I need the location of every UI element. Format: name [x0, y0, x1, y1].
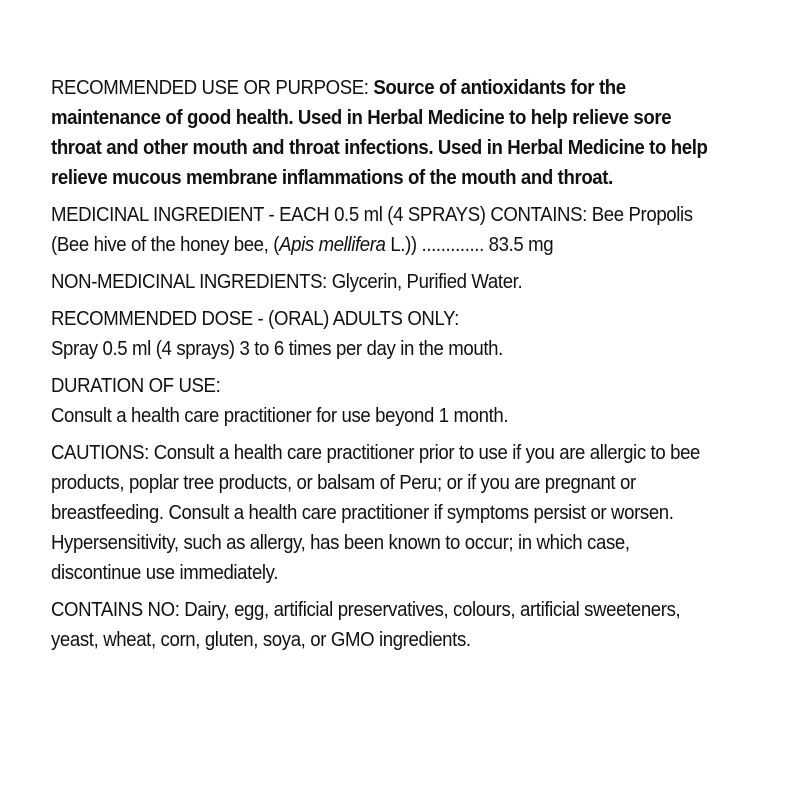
contains-no-heading: CONTAINS NO: — [51, 599, 180, 621]
product-label-text — [51, 73, 721, 662]
dose-section — [51, 304, 721, 364]
non-medicinal-section — [51, 267, 721, 297]
recommended-use-heading: RECOMMENDED USE OR PURPOSE: — [51, 77, 369, 99]
duration-body: Consult a health care practitioner for use beyond 1 month. — [51, 405, 509, 427]
medicinal-ingredient-section — [51, 200, 721, 260]
cautions-section — [51, 438, 721, 588]
non-medicinal-body: Glycerin, Purified Water. — [331, 271, 523, 293]
recommended-use-body: Source of antioxidants for the maintenance of good health. Used in Herbal Medicine to help relieve sore throat and other mouth and throat infections. Used in Herbal Medicine to help relieve mucous membrane inflammations of the mouth and throat. — [51, 77, 708, 189]
medicinal-ingredient-heading: MEDICINAL INGREDIENT - EACH 0.5 ml (4 SPRAYS) CONTAINS: — [51, 204, 587, 226]
contains-no-body: Dairy, egg, artificial preservatives, colours, artificial sweeteners, yeast, wheat, corn, gluten, soya, or GMO ingredients. — [51, 599, 681, 651]
dose-heading: RECOMMENDED DOSE - (ORAL) ADULTS ONLY: — [51, 308, 459, 330]
non-medicinal-heading: NON-MEDICINAL INGREDIENTS: — [51, 271, 327, 293]
duration-heading: DURATION OF USE: — [51, 375, 221, 397]
medicinal-ingredient-text-before: Bee Propolis (Bee hive of the honey bee, ( — [51, 204, 693, 256]
medicinal-ingredient-text-after: L.)) ............. 83.5 mg — [385, 234, 554, 256]
cautions-heading: CAUTIONS: — [51, 442, 149, 464]
duration-section — [51, 371, 721, 431]
recommended-use-section — [51, 73, 721, 193]
medicinal-ingredient-species: Apis mellifera — [279, 234, 386, 256]
cautions-body: Consult a health care practitioner prior to use if you are allergic to bee products, poplar tree products, or balsam of Peru; or if you are pregnant or breastfeeding. Consult a health care practitioner if symptoms persist or worsen. Hypersensitivity, such as allergy, has been known to occur; in which case, discontinue use immediately. — [51, 442, 701, 584]
dose-body: Spray 0.5 ml (4 sprays) 3 to 6 times per day in the mouth. — [51, 338, 503, 360]
contains-no-section — [51, 595, 721, 655]
